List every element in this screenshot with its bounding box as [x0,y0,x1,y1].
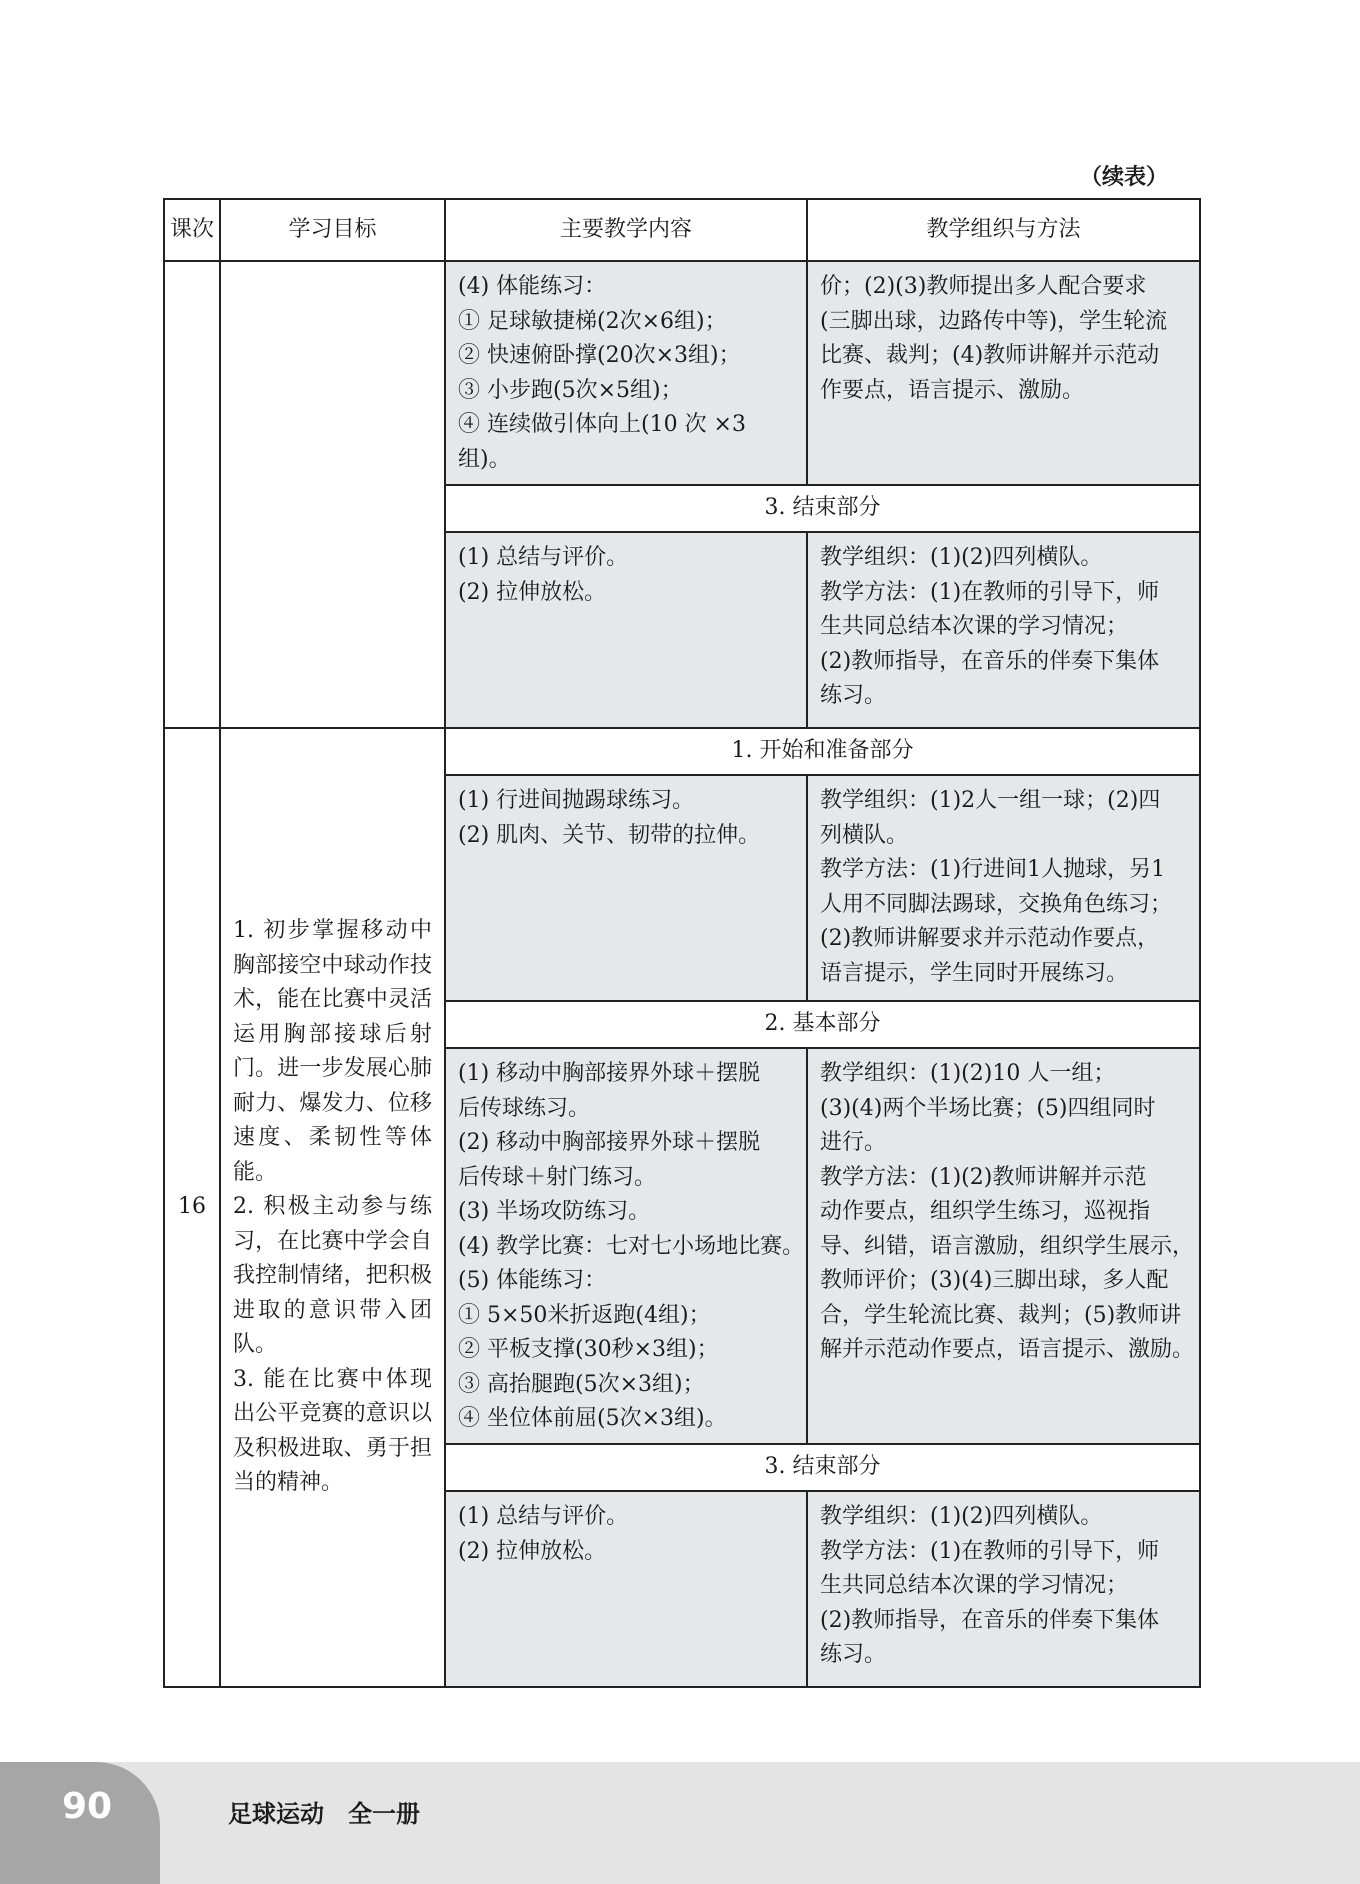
section-row [164,728,1200,775]
method-line: 教学方法：(1)(2)教师讲解并示范 [820,1164,1147,1190]
section-title: 3. 结束部分 [445,485,1200,532]
method-line: (2)教师指导，在音乐的伴奏下集体 [820,648,1160,674]
page-number: 90 [62,1786,113,1827]
content-line: 组)。 [458,446,511,472]
content-line: (1) 移动中胸部接界外球＋摆脱 [458,1061,761,1086]
content-line: ① 足球敏捷梯(2次×6组)； [458,308,727,334]
method-line: 教学组织：(1)2人一组一球；(2)四 [820,788,1161,813]
method-line: 作要点，语言提示、激励。 [820,377,1085,403]
method-line: 生共同总结本次课的学习情况； [820,1573,1129,1598]
method-line: 教学方法：(1)在教师的引导下，师 [820,1538,1160,1564]
content-cell [445,261,807,485]
content-line: ② 平板支撑(30秒×3组)； [458,1337,719,1362]
method-line: 人用不同脚法踢球，交换角色练习； [820,891,1173,917]
method-line: 教师评价；(3)(4)三脚出球，多人配 [820,1268,1169,1293]
header-lesson: 课次 [164,199,220,261]
method-line: 教学组织：(1)(2)四列横队。 [820,545,1103,570]
content-line: (2) 拉伸放松。 [458,1538,607,1564]
method-line: (三脚出球，边路传中等)，学生轮流 [820,308,1168,334]
goal-cell-empty [220,261,445,728]
method-line: 价；(2)(3)教师提出多人配合要求 [820,274,1147,299]
content-line: ④ 连续做引体向上(10 次 ×3 [458,412,746,437]
content-line: (4) 体能练习： [458,274,607,299]
content-cell [445,1491,807,1687]
method-line: 导、纠错，语言激励，组织学生展示， [820,1233,1195,1259]
content-line: ① 5×50米折返跑(4组)； [458,1302,711,1328]
method-line: 练习。 [820,683,887,708]
header-method: 教学组织与方法 [807,199,1200,261]
content-cell [445,532,807,728]
table-row [164,261,1200,485]
method-line: 教学方法：(1)行进间1人抛球，另1 [820,857,1166,882]
method-cell [807,775,1200,1001]
method-line: 练习。 [820,1642,887,1667]
method-line: 解并示范动作要点，语言提示、激励。 [820,1337,1195,1362]
table-header-row [164,199,1200,261]
content-line: ④ 坐位体前屈(5次×3组)。 [458,1406,727,1431]
method-line: 生共同总结本次课的学习情况； [820,614,1129,639]
lesson-cell-empty [164,261,220,728]
content-line: 后传球练习。 [458,1095,591,1121]
method-cell [807,1048,1200,1444]
method-line: 比赛、裁判；(4)教师讲解并示范动 [820,343,1160,368]
method-line: 动作要点，组织学生练习，巡视指 [820,1199,1151,1224]
method-line: 教学组织：(1)(2)10 人一组； [820,1061,1116,1086]
learning-goal-cell [220,728,445,1687]
content-line: (2) 肌肉、关节、韧带的拉伸。 [458,822,761,848]
content-line: (1) 总结与评价。 [458,1504,629,1529]
content-line: (1) 总结与评价。 [458,545,629,570]
learning-goal-text: 1. 初步掌握移动中胸部接空中球动作技术，能在比赛中灵活运用胸部接球后射门。进一步发展心肺耐力、爆发力、位移速度、柔韧性等体能。 2. 积极主动参与练习，在比赛中学会自我控制情绪，把积极进取的意识带入团队。 3. 能在比赛中体现出公平竞赛的意识以及积极进取、勇于担当的精神。 [233,918,432,1496]
method-line: 合，学生轮流比赛、裁判；(5)教师讲 [820,1302,1182,1328]
content-line: ② 快速俯卧撑(20次×3组)； [458,343,741,368]
method-line: 进行。 [820,1130,887,1155]
section-title: 1. 开始和准备部分 [445,728,1200,775]
content-line: ③ 小步跑(5次×5组)； [458,377,683,403]
content-line: (2) 移动中胸部接界外球＋摆脱 [458,1130,761,1155]
content-line: ③ 高抬腿跑(5次×3组)； [458,1371,705,1397]
content-line: (4) 教学比赛：七对七小场地比赛。 [458,1233,805,1259]
lesson-number: 16 [164,728,220,1687]
content-cell [445,1048,807,1444]
section-title: 3. 结束部分 [445,1444,1200,1491]
method-line: 教学方法：(1)在教师的引导下，师 [820,579,1160,605]
method-line: 教学组织：(1)(2)四列横队。 [820,1504,1103,1529]
continued-label: （续表） [1080,165,1169,190]
section-title: 2. 基本部分 [445,1001,1200,1048]
method-cell [807,261,1200,485]
content-line: (5) 体能练习： [458,1268,607,1293]
method-line: 语言提示，学生同时开展练习。 [820,960,1129,986]
lesson-plan-table [163,198,1201,1688]
content-line: (3) 半场攻防练习。 [458,1199,651,1224]
content-line: 后传球＋射门练习。 [458,1164,657,1190]
method-line: 列横队。 [820,822,909,848]
content-cell [445,775,807,1001]
content-line: (2) 拉伸放松。 [458,579,607,605]
method-cell [807,532,1200,728]
content-line: (1) 行进间抛踢球练习。 [458,788,695,813]
method-line: (3)(4)两个半场比赛；(5)四组同时 [820,1095,1156,1121]
header-content: 主要教学内容 [445,199,807,261]
method-line: (2)教师指导，在音乐的伴奏下集体 [820,1607,1160,1633]
book-title: 足球运动 全一册 [228,1800,420,1828]
header-goal: 学习目标 [220,199,445,261]
method-line: (2)教师讲解要求并示范动作要点， [820,926,1160,951]
method-cell [807,1491,1200,1687]
footer-band [0,1762,1360,1884]
